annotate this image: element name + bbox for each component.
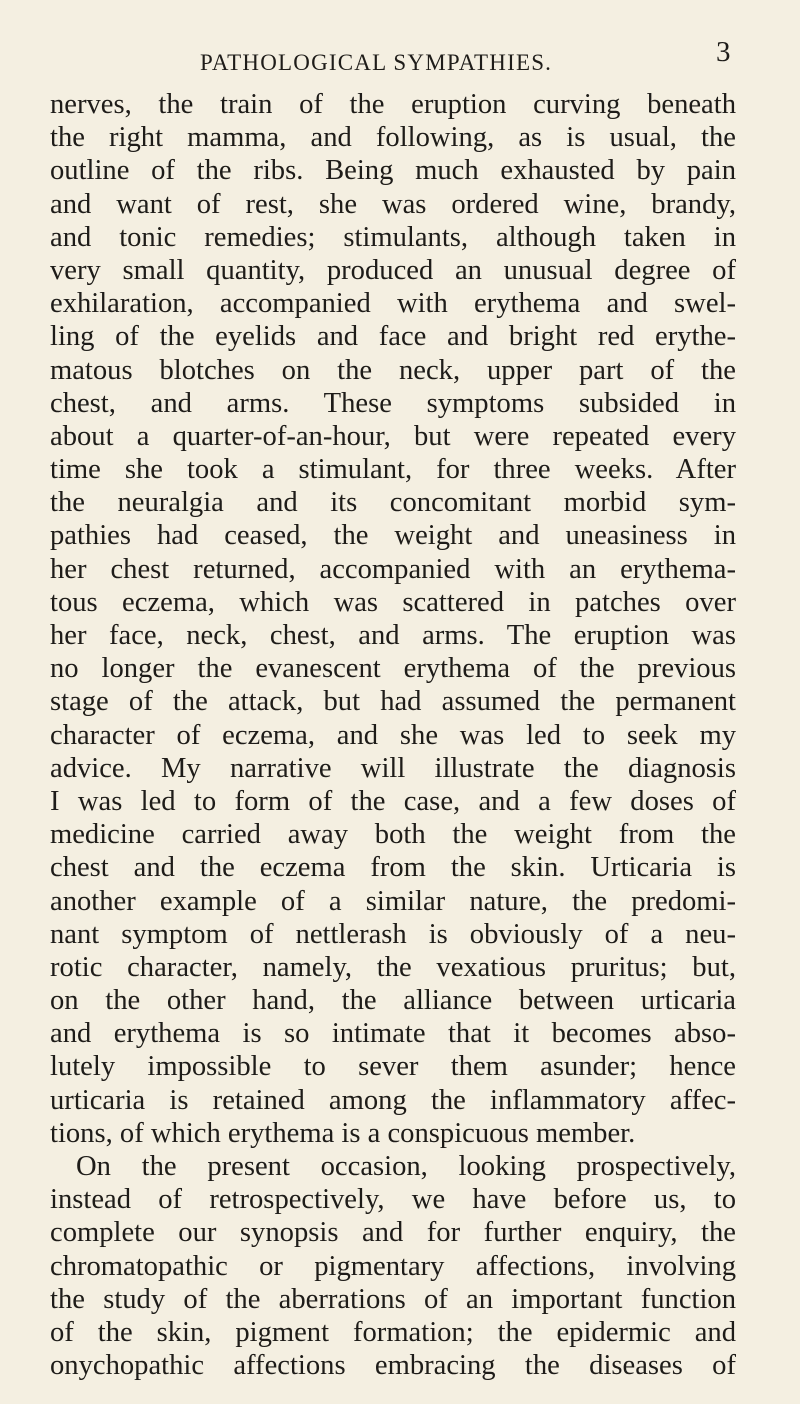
running-title: PATHOLOGICAL SYMPATHIES. (200, 50, 553, 75)
text-line: tous eczema, which was scattered in patches over (50, 586, 736, 618)
text-line: and erythema is so intimate that it becomes abso- (50, 1018, 736, 1050)
text-line: the right mamma, and following, as is usual, the (50, 122, 736, 154)
text-line: advice. My narrative will illustrate the diagnosis (50, 752, 736, 784)
text-line: the neuralgia and its concomitant morbid sym- (50, 487, 736, 519)
text-line: of the skin, pigment formation; the epidermic and (50, 1316, 736, 1348)
text-line: lutely impossible to sever them asunder; hence (50, 1051, 736, 1083)
text-line: instead of retrospectively, we have before us, to (50, 1184, 736, 1216)
running-head (0, 36, 800, 78)
text-line: I was led to form of the case, and a few doses of (50, 785, 736, 817)
text-line: nerves, the train of the eruption curving beneath (50, 89, 736, 120)
text-line: chest and the eczema from the skin. Urticaria is (50, 852, 736, 884)
text-line: about a quarter-of-an-hour, but were repeated every (50, 420, 736, 452)
text-line: outline of the ribs. Being much exhausted by pain (50, 155, 736, 187)
text-line: complete our synopsis and for further enquiry, the (50, 1217, 736, 1249)
text-line: and tonic remedies; stimulants, although taken in (50, 221, 736, 253)
text-line: tions, of which erythema is a conspicuous member. (50, 1117, 636, 1149)
text-line: her face, neck, chest, and arms. The eruption was (50, 620, 736, 651)
text-line: on the other hand, the alliance between urticaria (50, 985, 736, 1017)
text-line: pathies had ceased, the weight and uneasiness in (50, 520, 736, 552)
text-line: the study of the aberrations of an important function (50, 1283, 736, 1315)
text-line: and want of rest, she was ordered wine, brandy, (50, 188, 736, 220)
text-line: rotic character, namely, the vexatious pruritus; but, (50, 951, 736, 983)
text-line: stage of the attack, but had assumed the permanent (50, 686, 736, 718)
text-line: matous blotches on the neck, upper part of the (50, 354, 736, 386)
text-line: time she took a stimulant, for three weeks. After (50, 454, 736, 486)
body-text (50, 88, 736, 1382)
text-line: chest, and arms. These symptoms subsided in (50, 387, 736, 419)
text-line: her chest returned, accompanied with an erythema- (50, 553, 736, 585)
text-line: character of eczema, and she was led to seek my (50, 719, 736, 751)
text-line: urticaria is retained among the inflammatory affec- (50, 1084, 736, 1116)
text-line: nant symptom of nettlerash is obviously of a neu- (50, 918, 736, 950)
text-line: exhilaration, accompanied with erythema and swel- (50, 288, 736, 320)
text-line: onychopathic affections embracing the diseases of (50, 1350, 736, 1382)
text-line: no longer the evanescent erythema of the previous (50, 653, 736, 685)
text-line: very small quantity, produced an unusual degree of (50, 254, 736, 286)
text-line: On the present occasion, looking prospectively, (76, 1151, 736, 1182)
page-number: 3 (716, 36, 731, 68)
text-line: ling of the eyelids and face and bright red erythe- (50, 321, 736, 353)
text-line: another example of a similar nature, the predomi- (50, 885, 736, 917)
text-line: medicine carried away both the weight from the (50, 819, 736, 851)
text-line: chromatopathic or pigmentary affections, involving (50, 1250, 736, 1282)
